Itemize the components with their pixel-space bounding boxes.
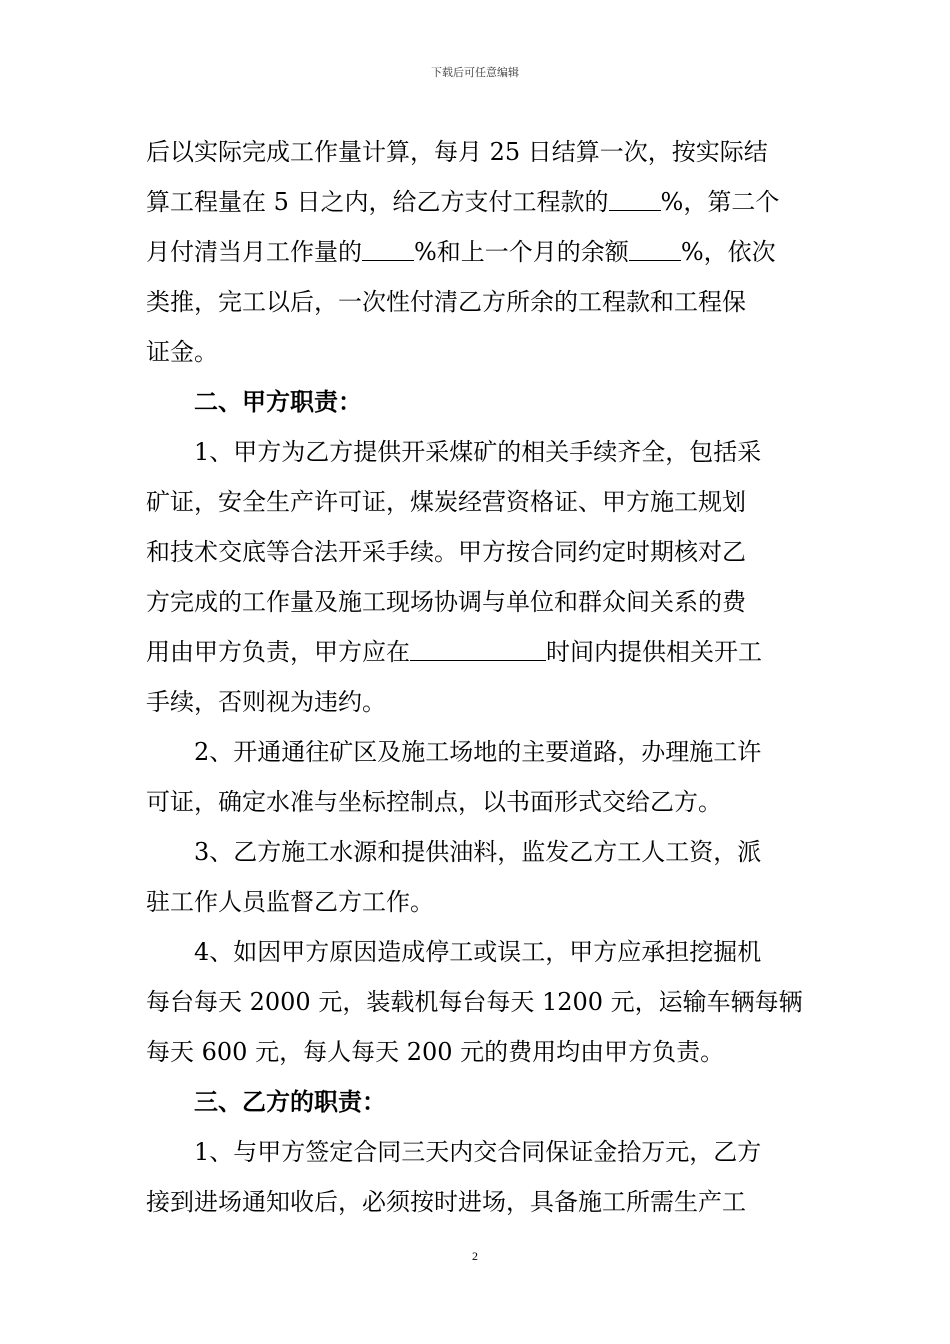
body-line: 方完成的工作量及施工现场协调与单位和群众间关系的费 bbox=[146, 588, 746, 616]
body-line: 2、开通通往矿区及施工场地的主要道路，办理施工许 bbox=[194, 738, 762, 766]
body-line: 证金。 bbox=[146, 338, 218, 366]
page-header: 下载后可任意编辑 bbox=[431, 66, 519, 79]
body-line: 后以实际完成工作量计算，每月 25 日结算一次，按实际结 bbox=[146, 138, 768, 166]
body-line: 类推，完工以后，一次性付清乙方所余的工程款和工程保 bbox=[146, 288, 746, 316]
body-line: 用由甲方负责，甲方应在 时间内提供相关开工 bbox=[146, 638, 762, 666]
body-line: 4、如因甲方原因造成停工或误工，甲方应承担挖掘机 bbox=[194, 938, 762, 966]
fill-in-blank bbox=[362, 236, 414, 261]
body-line: 可证，确定水准与坐标控制点，以书面形式交给乙方。 bbox=[146, 788, 722, 816]
body-line: 每台每天 2000 元，装载机每台每天 1200 元，运输车辆每辆 bbox=[146, 988, 803, 1016]
body-line: 3、乙方施工水源和提供油料，监发乙方工人工资，派 bbox=[194, 838, 762, 866]
body-line: 驻工作人员监督乙方工作。 bbox=[146, 888, 434, 916]
document-body bbox=[146, 127, 806, 1227]
body-line: 1、甲方为乙方提供开采煤矿的相关手续齐全，包括采 bbox=[194, 438, 762, 466]
body-line: 矿证，安全生产许可证，煤炭经营资格证、甲方施工规划 bbox=[146, 488, 746, 516]
section-heading: 三、乙方的职责： bbox=[194, 1087, 386, 1116]
fill-in-blank bbox=[629, 236, 681, 261]
body-line: 1、与甲方签定合同三天内交合同保证金拾万元，乙方 bbox=[194, 1138, 762, 1166]
body-line: 算工程量在 5 日之内，给乙方支付工程款的 %，第二个 bbox=[146, 188, 780, 216]
body-line: 每天 600 元，每人每天 200 元的费用均由甲方负责。 bbox=[146, 1038, 725, 1066]
body-line: 月付清当月工作量的 %和上一个月的余额 %，依次 bbox=[146, 238, 776, 266]
fill-in-blank bbox=[410, 636, 546, 661]
body-line: 接到进场通知收后，必须按时进场，具备施工所需生产工 bbox=[146, 1188, 746, 1216]
body-line: 和技术交底等合法开采手续。甲方按合同约定时期核对乙 bbox=[146, 538, 746, 566]
body-line: 手续，否则视为违约。 bbox=[146, 688, 386, 716]
page-number: 2 bbox=[472, 1249, 478, 1263]
section-heading: 二、甲方职责： bbox=[194, 387, 362, 416]
fill-in-blank bbox=[609, 186, 661, 211]
